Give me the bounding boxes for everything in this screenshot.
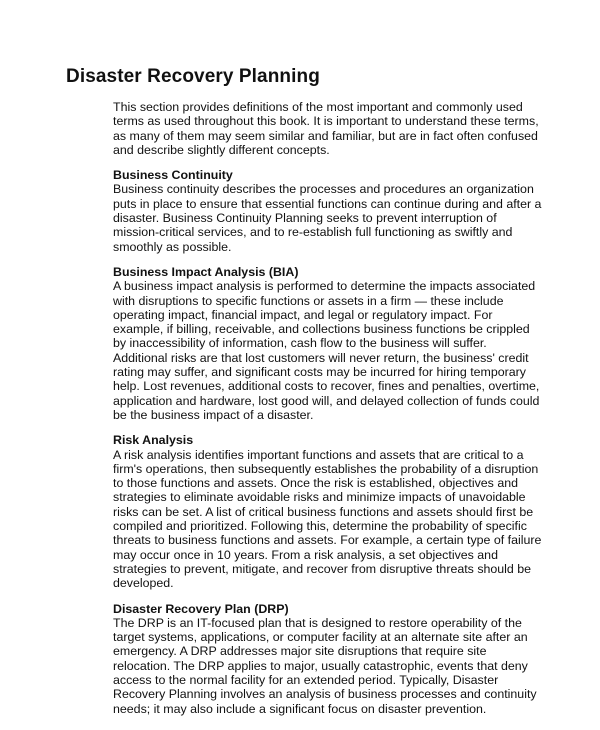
intro-paragraph: This section provides definitions of the most important and commonly used terms as used throughout this book. It is important to understand these terms, as many of them may seem similar and familiar, but are in fact often confused and describe slightly different concepts. xyxy=(113,100,539,157)
section-body: Business continuity describes the processes and procedures an organization puts in place to ensure that essential functions can continue during and after a disaster. Business Continuity Planning seeks to prevent interruption of mission-critical services, and to re-establish full functioning as swiftly and smoothly as possible. xyxy=(113,182,542,254)
section-heading: Disaster Recovery Plan (DRP) xyxy=(113,601,289,616)
section-heading: Business Impact Analysis (BIA) xyxy=(113,264,299,279)
document-content xyxy=(113,100,543,727)
section-heading: Risk Analysis xyxy=(113,433,194,448)
section-risk-analysis xyxy=(113,433,543,590)
section-body: The DRP is an IT-focused plan that is designed to restore operability of the target systems, applications, or computer facility at an alternate site after an emergency. A DRP addresses major site disruptions that require site relocation. The DRP applies to major, usually catastrophic, events that deny access to the normal facility for an extended period. Typically, Disaster Recovery Planning involves an analysis of business processes and continuity needs; it may also include a significant focus on disaster prevention. xyxy=(113,615,537,716)
section-business-impact-analysis xyxy=(113,265,543,422)
section-body: A business impact analysis is performed to determine the impacts associated with disruptions to specific functions or assets in a firm — these include operating impact, financial impact, and legal or regulatory impact. For example, if billing, receivable, and collections business functions be crippled by inaccessibility of information, cash flow to the business will suffer. Additional risks are that lost customers will never return, the business' credit rating may suffer, and significant costs may be incurred for hiring temporary help. Lost revenues, additional costs to recover, fines and penalties, overtime, application and hardware, lost good will, and delayed collection of funds could be the business impact of a disaster. xyxy=(113,279,540,422)
page-title: Disaster Recovery Planning xyxy=(66,66,320,87)
section-business-continuity xyxy=(113,168,543,254)
section-heading: Business Continuity xyxy=(113,168,233,183)
section-body: A risk analysis identifies important functions and assets that are critical to a firm's operations, then subsequently establishes the probability of a disruption to those functions and assets. Once the risk is established, objectives and strategies to eliminate avoidable risks and minimize impacts of unavoidable risks can be set. A list of critical business functions and assets should first be compiled and prioritized. Following this, determine the probability of specific threats to business functions and assets. For example, a certain type of failure may occur once in 10 years. From a risk analysis, a set objectives and strategies to prevent, mitigate, and recover from disruptive threats should be developed. xyxy=(113,447,542,591)
section-disaster-recovery-plan xyxy=(113,602,543,716)
